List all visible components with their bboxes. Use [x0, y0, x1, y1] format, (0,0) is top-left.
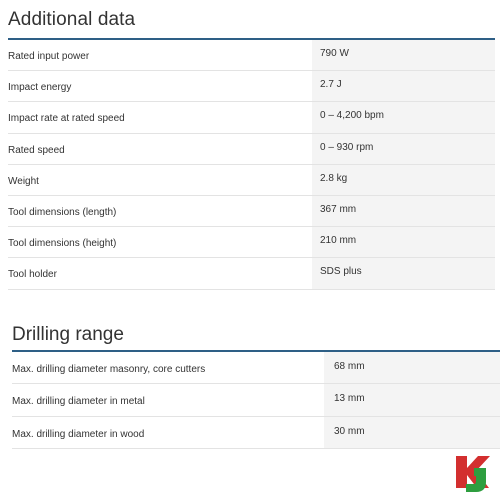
row-value-cell	[312, 40, 495, 70]
row-value: 2.7 J	[320, 79, 342, 91]
row-label: Rated input power	[8, 51, 90, 62]
row-value-cell	[312, 227, 495, 257]
row-value: 367 mm	[320, 203, 357, 215]
spec-table	[8, 40, 495, 290]
row-label: Tool holder	[8, 269, 57, 281]
table-row	[8, 40, 495, 71]
spec-table	[12, 352, 500, 449]
row-value-cell	[312, 196, 495, 226]
row-value: 68 mm	[334, 361, 365, 372]
row-label: Tool dimensions (height)	[8, 238, 117, 250]
row-label: Weight	[8, 175, 39, 187]
row-label: Rated speed	[8, 144, 65, 156]
row-value-cell	[324, 417, 500, 448]
row-value-cell	[312, 102, 495, 132]
row-value: 0 – 4,200 bpm	[320, 110, 384, 122]
row-label: Max. drilling diameter in wood	[12, 428, 145, 440]
table-row	[12, 384, 500, 416]
table-row	[8, 71, 495, 102]
table-row	[8, 102, 495, 133]
row-value-cell	[312, 165, 495, 195]
section-title: Additional data	[8, 9, 136, 30]
row-value: 13 mm	[334, 393, 365, 405]
row-label: Impact rate at rated speed	[8, 113, 125, 125]
red-green-k-logo-icon	[452, 450, 496, 494]
row-value-cell	[324, 384, 500, 415]
table-row	[8, 196, 495, 227]
row-label: Max. drilling diameter in metal	[12, 396, 145, 408]
row-value: 210 mm	[320, 235, 357, 247]
row-value: 30 mm	[334, 425, 365, 437]
row-value: SDS plus	[320, 266, 362, 278]
table-row	[8, 227, 495, 258]
row-label: Tool dimensions (length)	[8, 206, 117, 218]
table-row	[8, 165, 495, 196]
row-value-cell	[312, 71, 495, 101]
row-value-cell	[324, 352, 500, 383]
table-row	[8, 258, 495, 289]
table-row	[8, 134, 495, 165]
table-row	[12, 352, 500, 384]
row-value: 790 W	[320, 48, 349, 59]
section-title: Drilling range	[12, 324, 124, 345]
row-value: 0 – 930 rpm	[320, 141, 374, 153]
row-label: Max. drilling diameter masonry, core cutters	[12, 364, 206, 375]
row-value: 2.8 kg	[320, 172, 348, 184]
row-value-cell	[312, 134, 495, 164]
row-value-cell	[312, 258, 495, 288]
row-label: Impact energy	[8, 82, 72, 94]
table-row	[12, 417, 500, 449]
